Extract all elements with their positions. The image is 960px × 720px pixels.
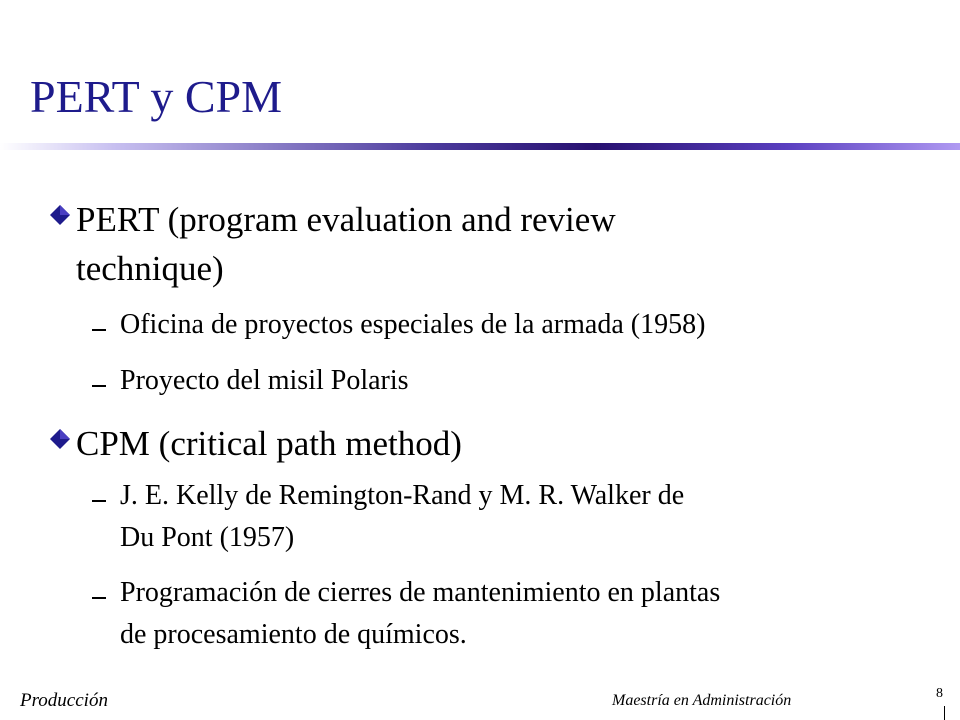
dash-bullet [92, 597, 106, 599]
bullet-text: CPM (critical path method) [76, 424, 462, 463]
bullet-text-continued: technique) [76, 249, 224, 288]
subitem-text: Programación de cierres de mantenimiento en plantas [120, 577, 721, 608]
dash-bullet [92, 385, 106, 387]
dash-bullet [92, 500, 106, 502]
subitem-text: Oficina de proyectos especiales de la armada (1958) [120, 309, 706, 340]
subitem-text: Proyecto del misil Polaris [120, 365, 409, 396]
subitem-text-continued: de procesamiento de químicos. [120, 619, 467, 650]
footer-center: Maestría en Administración [612, 692, 792, 709]
bullet-text: PERT (program evaluation and review [76, 200, 616, 239]
slide-title: PERT y CPM [30, 71, 283, 122]
subitem-text-continued: Du Pont (1957) [120, 522, 295, 553]
footer-left: Producción [20, 690, 108, 711]
dash-bullet [92, 329, 106, 331]
subitem-text: J. E. Kelly de Remington-Rand y M. R. Walker de [120, 480, 685, 511]
page-number: 8 [936, 686, 943, 701]
diamond-bullet-icon [48, 427, 74, 453]
footer-divider [944, 706, 945, 720]
diamond-bullet-icon [48, 203, 74, 229]
